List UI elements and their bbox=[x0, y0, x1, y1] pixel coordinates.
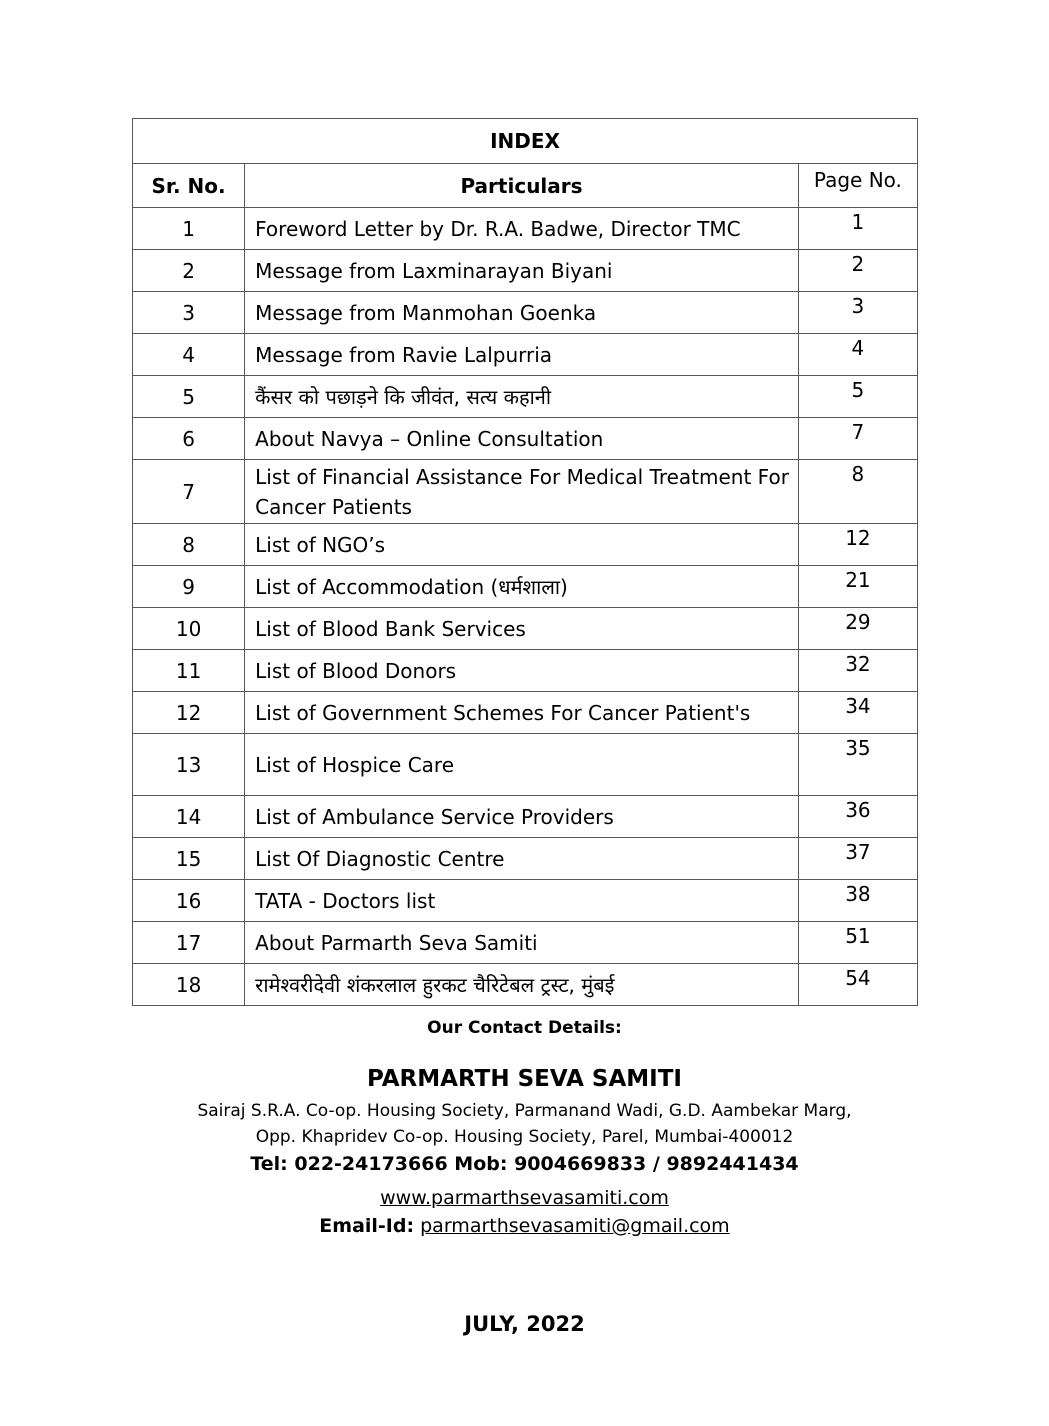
index-row bbox=[133, 334, 918, 376]
index-row bbox=[133, 250, 918, 292]
index-row bbox=[133, 292, 918, 334]
index-row bbox=[133, 922, 918, 964]
row-particulars: List of Hospice Care bbox=[245, 734, 799, 796]
row-sr-no: 1 bbox=[133, 208, 245, 250]
row-page-no: 36 bbox=[798, 796, 917, 838]
row-page-no: 1 bbox=[798, 208, 917, 250]
row-particulars: List of Financial Assistance For Medical Treatment For Cancer Patients bbox=[245, 460, 799, 524]
row-sr-no: 18 bbox=[133, 964, 245, 1006]
row-sr-no: 2 bbox=[133, 250, 245, 292]
row-page-no: 35 bbox=[798, 734, 917, 796]
row-sr-no: 8 bbox=[133, 524, 245, 566]
row-page-no: 12 bbox=[798, 524, 917, 566]
row-sr-no: 4 bbox=[133, 334, 245, 376]
index-row bbox=[133, 838, 918, 880]
row-page-no: 38 bbox=[798, 880, 917, 922]
row-page-no: 7 bbox=[798, 418, 917, 460]
row-page-no: 5 bbox=[798, 376, 917, 418]
index-row bbox=[133, 650, 918, 692]
row-particulars: TATA - Doctors list bbox=[245, 880, 799, 922]
index-row bbox=[133, 524, 918, 566]
contact-label: Our Contact Details: bbox=[427, 1018, 622, 1038]
row-particulars: List of Ambulance Service Providers bbox=[245, 796, 799, 838]
row-sr-no: 6 bbox=[133, 418, 245, 460]
row-particulars: List of Blood Bank Services bbox=[245, 608, 799, 650]
row-sr-no: 3 bbox=[133, 292, 245, 334]
row-page-no: 2 bbox=[798, 250, 917, 292]
row-page-no: 29 bbox=[798, 608, 917, 650]
row-page-no: 3 bbox=[798, 292, 917, 334]
row-page-no: 54 bbox=[798, 964, 917, 1006]
row-particulars: List of Accommodation (धर्मशाला) bbox=[245, 566, 799, 608]
index-row bbox=[133, 418, 918, 460]
row-page-no: 37 bbox=[798, 838, 917, 880]
publication-date: JULY, 2022 bbox=[464, 1312, 585, 1336]
address-line-2: Opp. Khapridev Co-op. Housing Society, Parel, Mumbai-400012 bbox=[255, 1127, 794, 1147]
index-row bbox=[133, 208, 918, 250]
address-line-1: Sairaj S.R.A. Co-op. Housing Society, Parmanand Wadi, G.D. Aambekar Marg, bbox=[197, 1101, 852, 1121]
row-sr-no: 12 bbox=[133, 692, 245, 734]
index-row bbox=[133, 566, 918, 608]
row-particulars: Message from Manmohan Goenka bbox=[245, 292, 799, 334]
row-particulars: List of Government Schemes For Cancer Patient's bbox=[245, 692, 799, 734]
index-row bbox=[133, 796, 918, 838]
website-link[interactable]: www.parmarthsevasamiti.com bbox=[380, 1187, 669, 1209]
index-row bbox=[133, 692, 918, 734]
index-row bbox=[133, 608, 918, 650]
email-label: Email-Id: bbox=[319, 1215, 415, 1237]
header-page-no: Page No. bbox=[798, 164, 917, 208]
index-table bbox=[132, 118, 918, 1006]
header-sr-no: Sr. No. bbox=[133, 164, 245, 208]
row-sr-no: 17 bbox=[133, 922, 245, 964]
row-sr-no: 15 bbox=[133, 838, 245, 880]
row-particulars: About Navya – Online Consultation bbox=[245, 418, 799, 460]
row-sr-no: 14 bbox=[133, 796, 245, 838]
index-row bbox=[133, 734, 918, 796]
row-sr-no: 16 bbox=[133, 880, 245, 922]
row-sr-no: 5 bbox=[133, 376, 245, 418]
row-particulars: About Parmarth Seva Samiti bbox=[245, 922, 799, 964]
row-particulars: Message from Laxminarayan Biyani bbox=[245, 250, 799, 292]
index-row bbox=[133, 964, 918, 1006]
row-page-no: 8 bbox=[798, 460, 917, 524]
row-page-no: 34 bbox=[798, 692, 917, 734]
phone-numbers: Tel: 022-24173666 Mob: 9004669833 / 9892441434 bbox=[250, 1153, 799, 1175]
index-row bbox=[133, 460, 918, 524]
header-row bbox=[133, 164, 918, 208]
row-particulars: रामेश्वरीदेवी शंकरलाल हुरकट चैरिटेबल ट्रस्ट, मुंबई bbox=[245, 964, 799, 1006]
row-particulars: Message from Ravie Lalpurria bbox=[245, 334, 799, 376]
row-page-no: 4 bbox=[798, 334, 917, 376]
row-sr-no: 10 bbox=[133, 608, 245, 650]
row-particulars: कैंसर को पछाड़ने कि जीवंत, सत्य कहानी bbox=[245, 376, 799, 418]
email-line bbox=[0, 1215, 1049, 1237]
row-sr-no: 11 bbox=[133, 650, 245, 692]
row-particulars: Foreword Letter by Dr. R.A. Badwe, Director TMC bbox=[245, 208, 799, 250]
row-particulars: List of Blood Donors bbox=[245, 650, 799, 692]
email-link[interactable]: parmarthsevasamiti@gmail.com bbox=[420, 1215, 730, 1237]
header-particulars: Particulars bbox=[245, 164, 799, 208]
row-particulars: List of NGO’s bbox=[245, 524, 799, 566]
index-title: INDEX bbox=[133, 119, 918, 164]
row-sr-no: 9 bbox=[133, 566, 245, 608]
index-row bbox=[133, 880, 918, 922]
index-row bbox=[133, 376, 918, 418]
row-particulars: List Of Diagnostic Centre bbox=[245, 838, 799, 880]
row-page-no: 32 bbox=[798, 650, 917, 692]
org-name: PARMARTH SEVA SAMITI bbox=[367, 1066, 682, 1092]
row-page-no: 21 bbox=[798, 566, 917, 608]
row-sr-no: 7 bbox=[133, 460, 245, 524]
row-page-no: 51 bbox=[798, 922, 917, 964]
row-sr-no: 13 bbox=[133, 734, 245, 796]
